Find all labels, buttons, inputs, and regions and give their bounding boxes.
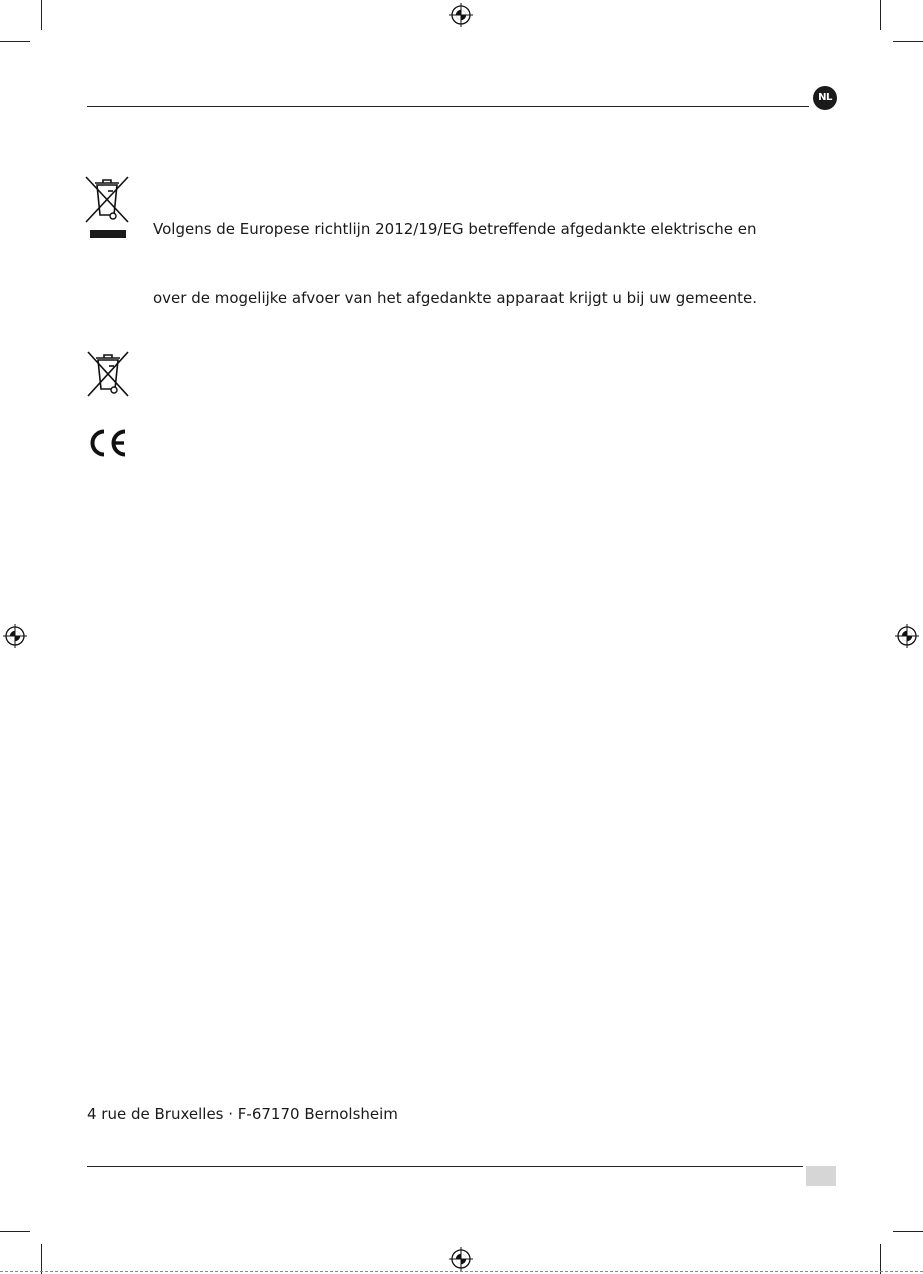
registration-icon	[449, 1247, 473, 1271]
weee-text-line-2: over de mogelijke afvoer van het afgedankte apparaat krijgt u bij uw gemeente.	[153, 289, 757, 307]
crop-mark	[880, 1244, 881, 1274]
crop-mark	[893, 1231, 923, 1232]
crop-mark	[41, 0, 42, 30]
weee-text-line-1: Volgens de Europese richtlijn 2012/19/EG betreffende afgedankte elektrische en	[153, 220, 757, 238]
crop-mark	[0, 41, 30, 42]
company-address: 4 rue de Bruxelles · F-67170 Bernolsheim	[87, 1105, 398, 1123]
crop-mark	[880, 0, 881, 30]
footer-rule	[87, 1166, 803, 1167]
crop-mark	[41, 1244, 42, 1274]
page-number-tab	[806, 1166, 836, 1186]
weee-bin-battery-icon	[86, 350, 130, 398]
crop-mark	[0, 1231, 30, 1232]
crop-mark	[893, 41, 923, 42]
language-badge: NL	[813, 86, 837, 110]
trim-line	[0, 1271, 923, 1272]
registration-icon	[449, 3, 473, 27]
registration-icon	[895, 624, 919, 648]
registration-icon	[3, 624, 27, 648]
weee-bin-icon	[84, 174, 130, 224]
ce-mark-icon	[86, 428, 128, 458]
weee-bar	[90, 230, 126, 238]
header-rule	[87, 106, 809, 107]
